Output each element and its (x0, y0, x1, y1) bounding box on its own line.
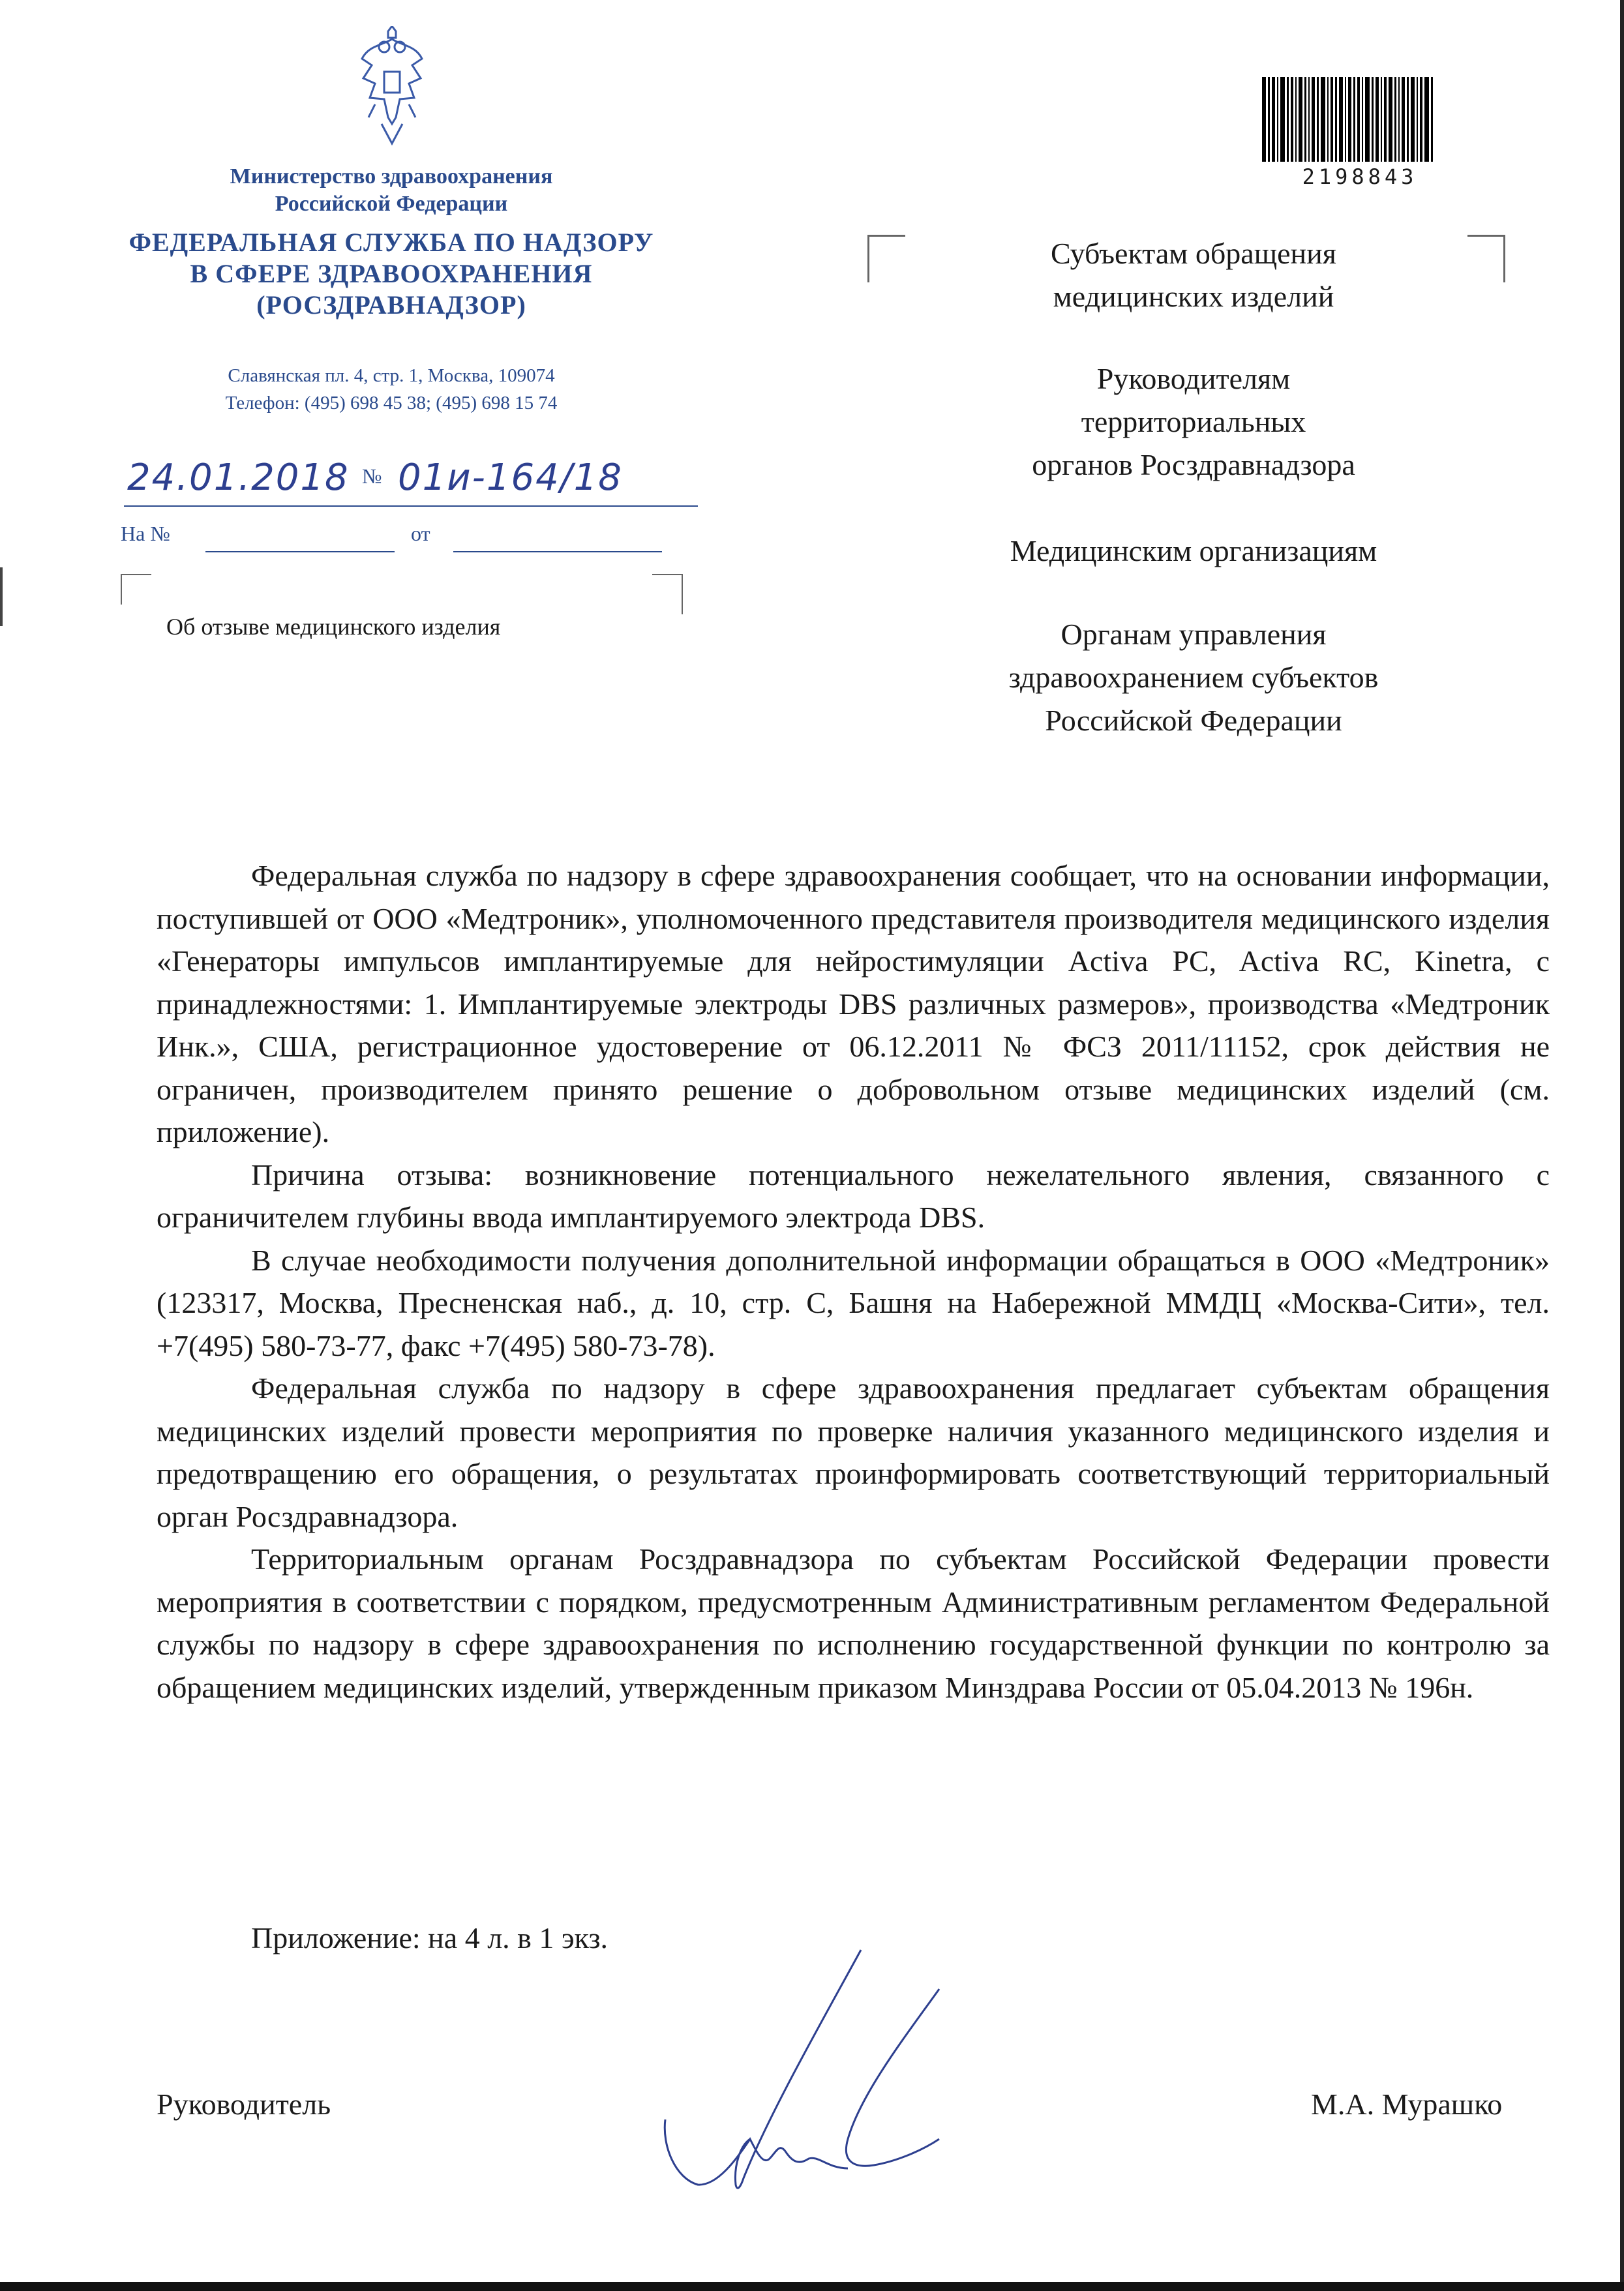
reply-date-line (453, 551, 662, 552)
reply-number-line (205, 551, 395, 552)
addressee-block (933, 232, 1454, 318)
letter-subject: Об отзыве медицинского изделия (166, 614, 501, 640)
registration-date: 24.01.2018 (127, 457, 350, 499)
reply-number-label: На № (121, 522, 170, 545)
addressee-block (933, 357, 1454, 487)
scan-mark (0, 567, 3, 626)
subject-corner-right (652, 574, 683, 614)
addressee-line: здравоохранением субъектов (1008, 661, 1379, 694)
addressee-line: медицинских изделий (1053, 280, 1334, 313)
registration-number-sign: № (362, 464, 382, 488)
addressee-line: Российской Федерации (1045, 704, 1342, 737)
registration-underline (124, 505, 698, 507)
service-name-line2: В СФЕРЕ ЗДРАВООХРАНЕНИЯ (190, 259, 593, 288)
body-paragraph: Территориальным органам Росздравнадзора по субъектам Российской Федерации провести мероприятия в соответствии с порядком, предусмотренным Административным регламентом Федеральной службы по надзору в сфере здравоохранения по исполнению государственной функции по контролю за обращением медицинских изделий, утвержденным приказом Минздрава России от 05.04.2013 № 196н. (157, 1542, 1550, 1704)
addressee-line: Органам управления (1060, 618, 1327, 651)
letter-body (157, 854, 1550, 1709)
handwritten-signature (652, 1943, 991, 2204)
coat-of-arms-icon (355, 26, 429, 157)
attachment-note: Приложение: на 4 л. в 1 экз. (251, 1921, 609, 1954)
body-paragraph: Федеральная служба по надзору в сфере здравоохранения сообщает, что на основании информации, поступившей от ООО «Медтроник», уполномоченного представителя производителя медицинского изделия «Генераторы импульсов имплантируемые для нейростимуляции Activa PC, Activa RC, Kinetra, с принадлежностями: 1. Имплантируемые электроды DBS различных размеров», производства «Медтроник Инк.», США, регистрационное удостоверение от 06.12.2011 № ФСЗ 2011/11152, срок действия не ограничен, производителем принято решение о добровольном отзыве медицинских изделий (см. приложение). (157, 859, 1550, 1148)
addressee-block (933, 530, 1454, 573)
service-name-abbr: (РОСЗДРАВНАДЗОР) (256, 290, 526, 320)
barcode (1262, 77, 1458, 162)
addressee-line: органов Росздравнадзора (1032, 448, 1355, 481)
reply-date-label: от (411, 522, 430, 545)
addressee-corner-left (867, 235, 905, 282)
addressee-corner-right (1467, 235, 1505, 282)
addressee-line: Руководителям (1096, 362, 1291, 395)
addressee-line: территориальных (1081, 405, 1306, 438)
addressee-block (933, 613, 1454, 742)
scan-edge (1620, 0, 1624, 2291)
scan-edge (0, 2282, 1624, 2291)
body-paragraph: В случае необходимости получения дополнительной информации обращаться в ООО «Медтроник» (123317, Москва, Пресненская наб., д. 10, стр. С, Башня на Набережной ММДЦ «Москва-Сити», тел. +7(495) 580-73-77, факс +7(495) 580-73-78). (157, 1243, 1550, 1362)
service-name-line1: ФЕДЕРАЛЬНАЯ СЛУЖБА ПО НАДЗОРУ (128, 228, 654, 257)
service-phone: Телефон: (495) 698 45 38; (495) 698 15 74 (225, 393, 558, 413)
addressee-line: Медицинским организациям (1010, 534, 1377, 567)
subject-corner-left (121, 574, 151, 605)
service-address: Славянская пл. 4, стр. 1, Москва, 109074 (228, 365, 555, 386)
registration-number: 01и-164/18 (398, 457, 623, 499)
body-paragraph: Причина отзыва: возникновение потенциального нежелательного явления, связанного с ограничителем глубины ввода имплантируемого электрода DBS. (157, 1158, 1550, 1234)
ministry-country: Российской Федерации (275, 192, 508, 216)
barcode-number: 2198843 (1302, 164, 1418, 189)
signatory-title: Руководитель (157, 2088, 331, 2121)
body-paragraph: Федеральная служба по надзору в сфере здравоохранения предлагает субъектам обращения медицинских изделий провести мероприятия по проверке наличия указанного медицинского изделия и предотвращению его обращения, о результатах проинформировать соответствующий территориальный орган Росздравнадзора. (157, 1371, 1550, 1533)
ministry-name: Министерство здравоохранения (230, 164, 553, 188)
signatory-name: М.А. Мурашко (1311, 2088, 1503, 2121)
addressee-line: Субъектам обращения (1051, 237, 1336, 270)
